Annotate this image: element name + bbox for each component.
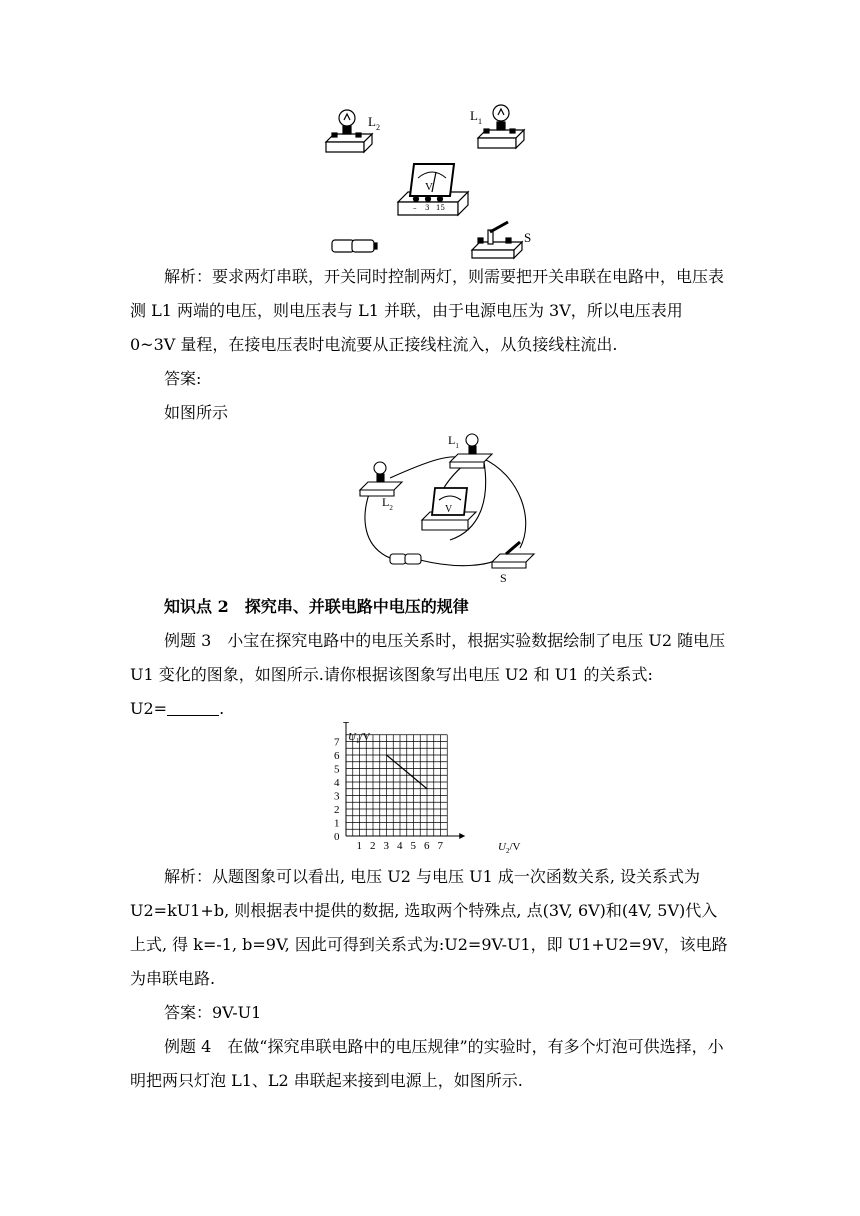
circuit-lamp-l1-label: $L_1$: [448, 433, 459, 450]
circuit-meter-symbol: V: [445, 504, 453, 515]
voltage-chart: [320, 722, 540, 862]
y-axis-arrow: [343, 722, 349, 723]
x-tick-label: 4: [397, 840, 403, 852]
circuit-switch: [492, 542, 534, 568]
switch-s: [472, 222, 522, 258]
chart-grid: [346, 735, 447, 836]
answer-1-text: 如图所示: [164, 403, 229, 422]
y-tick-label: 1: [334, 817, 340, 830]
x-tick-label: 5: [410, 840, 416, 852]
circuit-figure: [350, 430, 540, 585]
x-tick-label: 7: [437, 840, 443, 852]
switch-label: S: [524, 230, 532, 245]
answer-2: 答案：9V-U1: [164, 1003, 262, 1022]
analysis-paragraph-2: 解析：从题图象可以看出, 电压 U2 与电压 U1 成一次函数关系, 设关系式为 U2=kU1+b, 则根据表中提供的数据, 选取两个特殊点, 点(3V, 6V)和(4V, 5V)代入上式, 得 k=-1, b=9V, 因此可得到关系式为:U2=9V-U1，即 U1+U2=9V，该电路为串联电路.: [130, 867, 728, 988]
example-3-text: 例题 3 小宝在探究电路中的电压关系时，根据实验数据绘制了电压 U2 随电压 U1 变化的图象，如图所示.请你根据该图象写出电压 U2 和 U1 的关系式:: [130, 631, 726, 684]
meter-symbol: V: [425, 181, 433, 193]
x-tick-label: 3: [383, 840, 389, 852]
example-3-fill-label: U2=: [130, 699, 168, 718]
lamp-l2: [326, 110, 372, 152]
x-axis-arrow: [459, 833, 465, 839]
y-tick-label: 5: [334, 763, 340, 776]
x-axis-label: $U_2/V$: [498, 841, 521, 855]
battery: [332, 240, 377, 252]
lamp-l1: [478, 105, 524, 148]
circuit-lamp-l2: [360, 462, 402, 496]
y-tick-label: 4: [334, 777, 340, 789]
circuit-lamp-l1: [450, 434, 492, 468]
fill-in-blank: [167, 699, 219, 716]
example-4-text: 例题 4 在做“探究串联电路中的电压规律”的实验时，有多个灯泡可供选择，小明把两只灯泡 L1、L2 串联起来接到电源上，如图所示.: [130, 1037, 724, 1090]
y-axis-label: $U_1/V$: [348, 731, 371, 745]
terminal-label-15: 15: [436, 204, 445, 212]
analysis-paragraph-1: 解析：要求两灯串联，开关同时控制两灯，则需要把开关串联在电路中，电压表测 L1 两端的电压，则电压表与 L1 并联，由于电源电压为 3V，所以电压表用 0~3V 量程，在接电压表时电流要从正接线柱流入，从负接线柱流出.: [130, 267, 725, 354]
x-tick-label: 6: [424, 840, 430, 852]
answer-label: 答案:: [164, 369, 202, 388]
y-tick-label: 7: [334, 736, 340, 749]
y-tick-label: 3: [334, 790, 340, 803]
y-tick-label: 0: [334, 831, 340, 843]
x-tick-label: 1: [356, 840, 362, 852]
example-3-end: .: [219, 699, 225, 718]
terminal-label-3: 3: [425, 204, 430, 212]
components-figure: [318, 100, 568, 260]
circuit-switch-label: S: [500, 571, 507, 585]
circuit-battery: [390, 554, 421, 564]
lamp-l1-label: $L_1$: [470, 108, 482, 126]
voltmeter: [398, 164, 468, 215]
y-tick-label: 2: [334, 804, 340, 816]
circuit-lamp-l2-label: $L_2$: [382, 495, 393, 512]
lamp-l2-label: $L_2$: [368, 114, 380, 132]
example-3-fill: [130, 692, 224, 726]
section-heading: 知识点 2 探究串、并联电路中电压的规律: [164, 597, 469, 616]
y-tick-label: 6: [334, 750, 340, 762]
terminal-label-neg: –: [413, 204, 417, 212]
x-tick-label: 2: [370, 840, 376, 852]
